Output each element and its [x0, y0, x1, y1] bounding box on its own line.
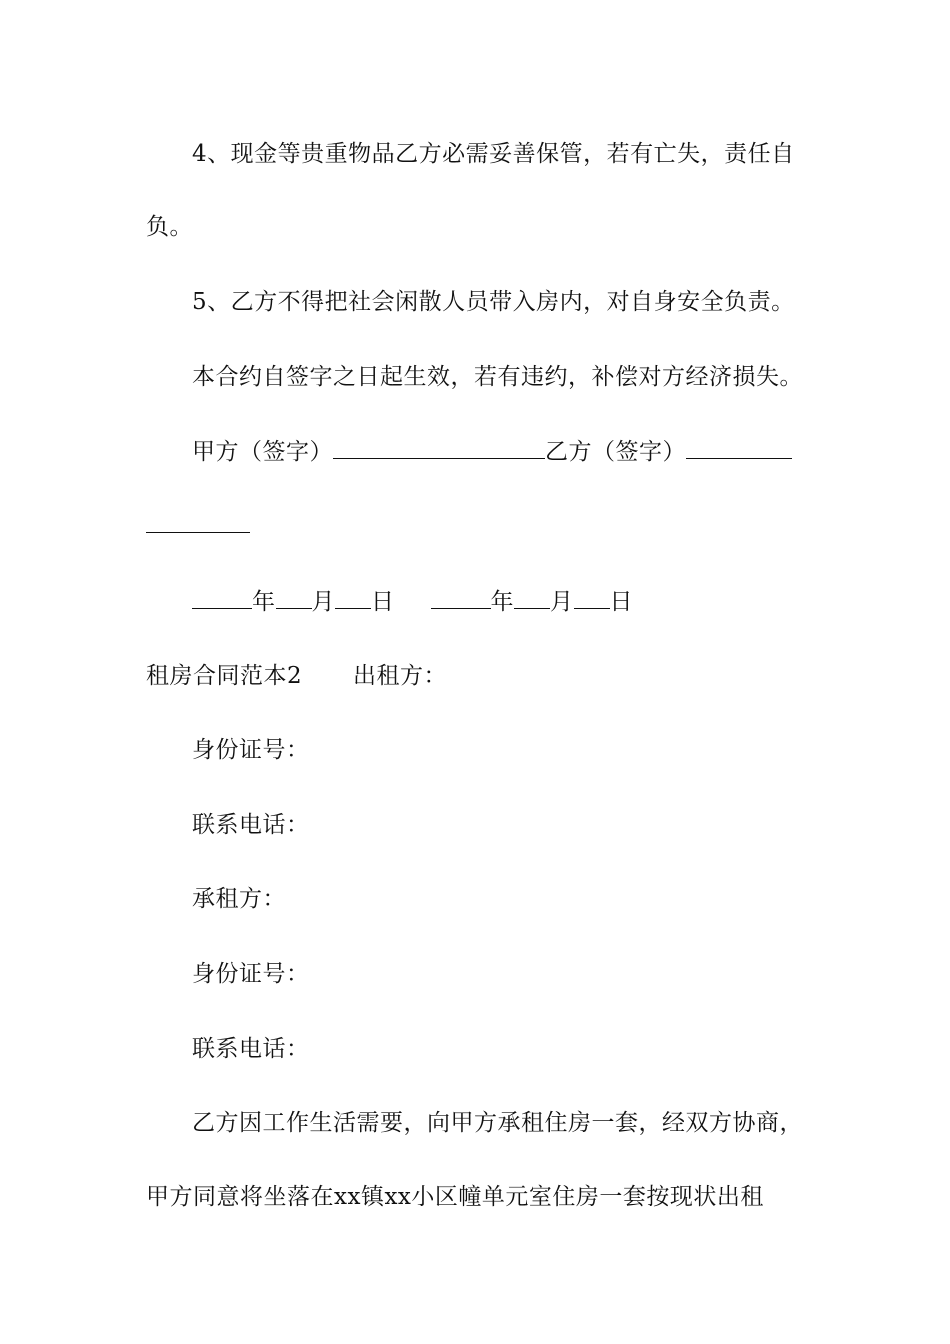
lessee-label: 承租方： [192, 886, 286, 912]
clause-4-line-2: 负。 [146, 214, 193, 240]
lessee-phone-label: 联系电话： [192, 1036, 310, 1062]
lessor-id-label: 身份证号： [192, 737, 310, 763]
clause-4-line-1: 4、现金等贵重物品乙方必需妥善保管，若有亡失，责任自 [192, 141, 795, 167]
signature-line [192, 436, 792, 467]
party-b-sign-label: 乙方（签字） [545, 439, 686, 465]
lessor-phone-label: 联系电话： [192, 812, 310, 838]
lease-paragraph-line-2: 甲方同意将坐落在xx镇xx小区幢单元室住房一套按现状出租 [146, 1184, 764, 1210]
party-b-day-label: 日 [609, 589, 633, 615]
party-a-year-blank [192, 586, 252, 609]
party-b-year-blank [431, 586, 491, 609]
date-line [192, 586, 633, 617]
lease-paragraph-line-1: 乙方因工作生活需要，向甲方承租住房一套，经双方协商， [192, 1110, 803, 1136]
party-b-sign-blank-continued [146, 510, 250, 533]
effective-clause: 本合约自签字之日起生效，若有违约，补偿对方经济损失。 [192, 364, 803, 390]
party-a-month-label: 月 [311, 589, 335, 615]
party-a-sign-blank [333, 436, 545, 459]
clause-5: 5、乙方不得把社会闲散人员带入房内，对自身安全负责。 [192, 289, 795, 315]
party-b-month-blank [514, 586, 550, 609]
party-a-day-label: 日 [371, 589, 395, 615]
party-b-sign-blank [686, 436, 792, 459]
lessor-label: 出租方： [353, 663, 447, 689]
party-b-day-blank [574, 586, 610, 609]
party-a-year-label: 年 [252, 589, 276, 615]
party-a-month-blank [276, 586, 312, 609]
party-b-month-label: 月 [550, 589, 574, 615]
party-b-year-label: 年 [490, 589, 514, 615]
section-title: 租房合同范本2 [146, 663, 303, 689]
party-a-day-blank [335, 586, 371, 609]
party-a-sign-label: 甲方（签字） [192, 439, 333, 465]
lessee-id-label: 身份证号： [192, 961, 310, 987]
